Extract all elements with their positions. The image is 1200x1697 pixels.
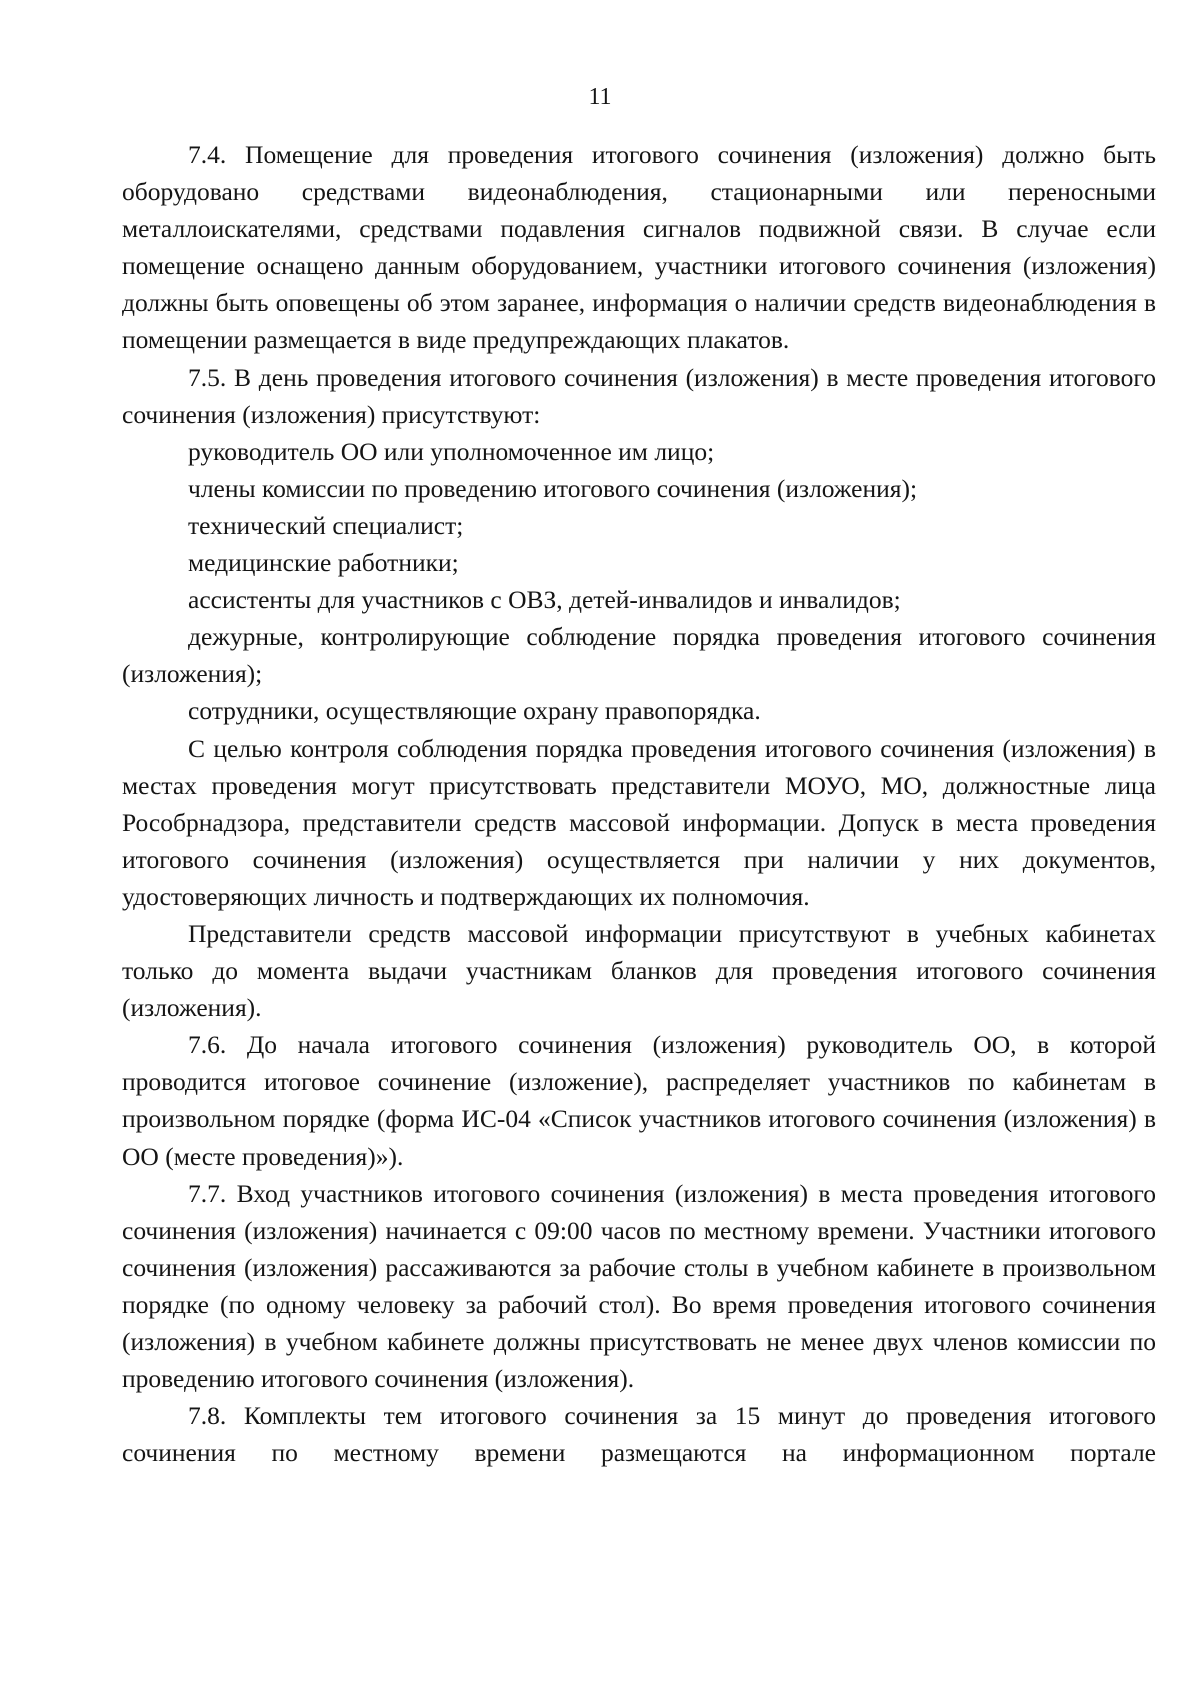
paragraph-observers: С целью контроля соблюдения порядка проведения итогового сочинения (изложения) в местах проведения могут присутствовать представители МОУО, МО, должностные лица Рособрнадзора, представители средств массовой информации. Допуск в места проведения итогового сочинения (изложения) осуществляется при наличии у них документов, удостоверяющих личность и подтверждающих их полномочия. [122,733,1156,911]
list-item-head-of-organization: руководитель ОО или уполномоченное им лицо; [188,436,715,466]
paragraph-7-4: 7.4. Помещение для проведения итогового сочинения (изложения) должно быть оборудовано средствами видеонаблюдения, стационарными или переносными металлоискателями, средствами подавления сигналов подвижной связи. В случае если помещение оснащено данным оборудованием, участники итогового сочинения (изложения) должны быть оповещены об этом заранее, информация о наличии средств видеонаблюдения в помещении размещается в виде предупреждающих плакатов. [122,140,1156,355]
list-item-commission-members: члены комиссии по проведению итогового сочинения (изложения); [188,473,918,503]
list-item-technical-specialist: технический специалист; [188,510,464,540]
paragraph-7-7: 7.7. Вход участников итогового сочинения (изложения) в места проведения итогового сочинения (изложения) начинается с 09:00 часов по местному времени. Участники итогового сочинения (изложения) рассаживаются за рабочие столы в учебном кабинете в произвольном порядке (по одному человеку за рабочий стол). Во время проведения итогового сочинения (изложения) в учебном кабинете должны присутствовать не менее двух членов комиссии по проведению итогового сочинения (изложения). [122,1178,1156,1394]
paragraph-media-representatives: Представители средств массовой информации присутствуют в учебных кабинетах только до момента выдачи участникам бланков для проведения итогового сочинения (изложения). [122,918,1156,1023]
paragraph-7-6: 7.6. До начала итогового сочинения (изложения) руководитель ОО, в которой проводится итоговое сочинение (изложение), распределяет участников по кабинетам в произвольном порядке (форма ИС-04 «Список участников итогового сочинения (изложения) в ОО (месте проведения)»). [122,1030,1156,1171]
list-item-assistants: ассистенты для участников с ОВЗ, детей-инвалидов и инвалидов; [188,585,901,615]
page-number: 11 [588,84,612,110]
document-body [122,136,1156,1471]
list-item-medical-staff: медицинские работники; [188,548,459,578]
paragraph-7-5: 7.5. В день проведения итогового сочинения (изложения) в месте проведения итогового сочинения (изложения) присутствуют: [122,362,1156,429]
list-item-security-staff: сотрудники, осуществляющие охрану правопорядка. [188,696,761,726]
list-item-duty-staff: дежурные, контролирующие соблюдение порядка проведения итогового сочинения (изложения); [122,622,1156,689]
paragraph-7-8: 7.8. Комплекты тем итогового сочинения за 15 минут до проведения итогового сочинения по местному времени размещаются на информационном портале [122,1401,1156,1468]
